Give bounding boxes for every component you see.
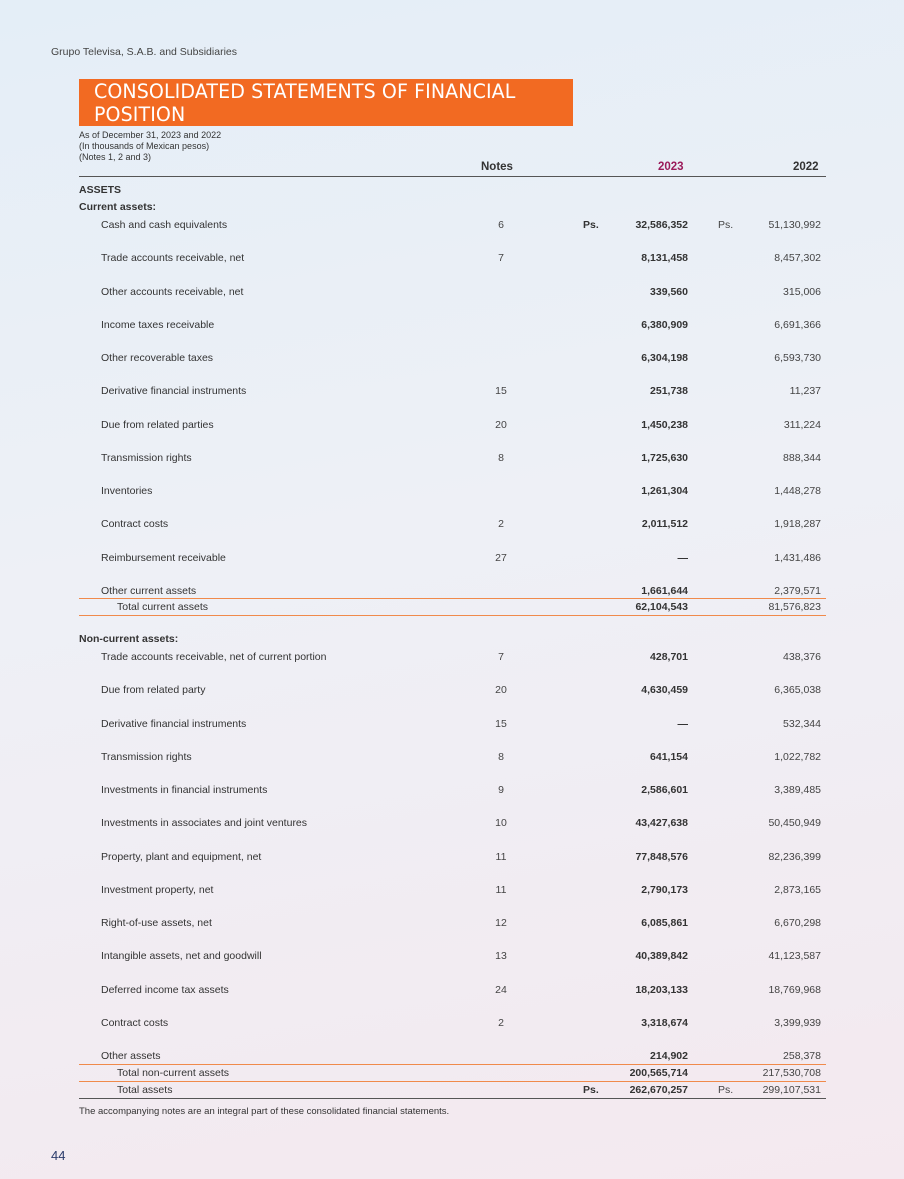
row-label: Other accounts receivable, net [101, 285, 244, 298]
value-2022: 315,006 [783, 285, 821, 298]
value-2022: 6,365,038 [774, 684, 821, 697]
value-2022: 3,399,939 [774, 1016, 821, 1029]
table-row [79, 750, 826, 764]
row-label: Contract costs [101, 1016, 169, 1029]
row-label: Right-of-use assets, net [101, 917, 212, 929]
value-2022: 1,022,782 [774, 750, 821, 763]
total-rule [79, 1098, 826, 1099]
row-note: 27 [495, 551, 507, 564]
value-2023: 1,725,630 [641, 451, 688, 464]
table-row [79, 318, 826, 332]
value-2023: 6,380,909 [641, 318, 688, 331]
value-2023: 641,154 [650, 750, 688, 763]
subtotal-rule-bottom [79, 615, 826, 616]
value-2022: 217,530,708 [762, 1067, 821, 1079]
value-2022: 258,378 [783, 1050, 821, 1062]
noncurrent-assets-heading: Non-current assets: [79, 633, 179, 645]
subtotal-rule [79, 598, 826, 599]
table-row [79, 1049, 826, 1063]
value-2022: 41,123,587 [768, 950, 821, 963]
row-label: Deferred income tax assets [101, 983, 229, 996]
table-row [79, 949, 826, 963]
value-2023: 1,450,238 [641, 418, 688, 431]
row-note: 6 [498, 219, 504, 231]
total-assets-row [79, 1083, 826, 1097]
row-label: Trade accounts receivable, net of current portion [101, 651, 327, 663]
table-row [79, 484, 826, 498]
value-2023: 214,902 [650, 1050, 688, 1062]
value-2022: 8,457,302 [774, 252, 821, 265]
current-assets-heading: Current assets: [79, 201, 157, 213]
value-2023: 428,701 [650, 651, 688, 663]
table-row [79, 451, 826, 465]
table-row [79, 251, 826, 265]
row-label: Other current assets [101, 584, 197, 597]
value-2023: 3,318,674 [641, 1016, 688, 1029]
row-label: Property, plant and equipment, net [101, 850, 262, 863]
row-label: Inventories [101, 485, 153, 497]
value-2023: 6,085,861 [641, 917, 688, 929]
table-row [79, 650, 826, 664]
value-2022: 3,389,485 [774, 784, 821, 796]
value-2023: 77,848,576 [635, 850, 688, 863]
value-2022: 1,431,486 [774, 551, 821, 564]
value-2023: 200,565,714 [629, 1067, 688, 1079]
row-note: 8 [498, 750, 504, 763]
value-2022: 438,376 [783, 651, 821, 663]
currency-symbol-2022: Ps. [718, 1084, 734, 1096]
table-row [79, 1016, 826, 1030]
currency-symbol-2023: Ps. [583, 1084, 599, 1096]
table-row [79, 683, 826, 697]
table-row [79, 916, 826, 930]
meta-currency: (In thousands of Mexican pesos) [79, 141, 210, 151]
row-label: Trade accounts receivable, net [101, 252, 245, 265]
value-2022: 532,344 [783, 717, 821, 730]
value-2022: 888,344 [783, 451, 821, 464]
value-2022: 81,576,823 [768, 601, 821, 613]
col-header-notes: Notes [481, 161, 513, 173]
value-2023: 62,104,543 [635, 601, 688, 613]
row-note: 24 [495, 983, 507, 996]
row-label: Contract costs [101, 518, 169, 531]
value-2022: 6,593,730 [774, 352, 821, 364]
value-2022: 2,379,571 [774, 584, 821, 597]
statement-title [79, 79, 573, 126]
col-header-2022: 2022 [793, 161, 819, 173]
page-number: 44 [51, 1148, 66, 1163]
table-row [79, 983, 826, 997]
value-2023: 8,131,458 [641, 252, 688, 265]
row-label: Other assets [101, 1050, 161, 1062]
row-label: Due from related party [101, 684, 206, 697]
total-current-assets-row [79, 600, 826, 614]
row-label: Investments in financial instruments [101, 784, 268, 796]
value-2023: 262,670,257 [629, 1084, 688, 1096]
statement-title-text: CONSOLIDATED STATEMENTS OF FINANCIAL POSITION [94, 79, 516, 126]
value-2022: 311,224 [783, 418, 821, 431]
table-row [79, 783, 826, 797]
assets-heading: ASSETS [79, 184, 122, 196]
row-label: Investment property, net [101, 883, 214, 896]
value-2022: 82,236,399 [768, 850, 821, 863]
table-row [79, 584, 826, 598]
table-row [79, 418, 826, 432]
value-2022: 6,691,366 [774, 318, 821, 331]
value-2023: 1,661,644 [641, 584, 688, 597]
value-2023: 1,261,304 [641, 485, 688, 497]
value-2022: 50,450,949 [768, 817, 821, 830]
row-note: 2 [498, 518, 504, 531]
row-label: Transmission rights [101, 451, 192, 464]
value-2022: 299,107,531 [762, 1084, 821, 1096]
table-row [79, 218, 826, 232]
row-label: Derivative financial instruments [101, 717, 247, 730]
row-note: 9 [498, 784, 504, 796]
row-label: Reimbursement receivable [101, 551, 226, 564]
row-label: Transmission rights [101, 750, 192, 763]
value-2023: 251,738 [650, 385, 688, 398]
value-2023: 4,630,459 [641, 684, 688, 697]
row-label: Derivative financial instruments [101, 385, 247, 398]
row-label: Cash and cash equivalents [101, 219, 228, 231]
table-row [79, 850, 826, 864]
row-note: 7 [498, 651, 504, 663]
total-label: Total assets [117, 1084, 173, 1096]
row-label: Other recoverable taxes [101, 352, 214, 364]
table-row [79, 384, 826, 398]
meta-notes: (Notes 1, 2 and 3) [79, 152, 152, 162]
row-note: 20 [495, 418, 507, 431]
total-label: Total current assets [117, 601, 209, 613]
row-note: 15 [495, 717, 507, 730]
row-note: 7 [498, 252, 504, 265]
total-label: Total non-current assets [117, 1067, 230, 1079]
row-label: Income taxes receivable [101, 318, 215, 331]
row-note: 8 [498, 451, 504, 464]
meta-date: As of December 31, 2023 and 2022 [79, 130, 222, 140]
row-label: Intangible assets, net and goodwill [101, 950, 262, 963]
company-name: Grupo Televisa, S.A.B. and Subsidiaries [51, 46, 237, 58]
col-header-2023: 2023 [658, 161, 684, 173]
table-row [79, 717, 826, 731]
value-2023: 32,586,352 [635, 219, 688, 231]
subtotal-rule [79, 1064, 826, 1065]
currency-symbol-2022: Ps. [718, 219, 734, 231]
row-note: 12 [495, 917, 507, 929]
value-2023: 43,427,638 [635, 817, 688, 830]
value-2023: — [677, 551, 688, 564]
table-row [79, 883, 826, 897]
value-2023: 40,389,842 [635, 950, 688, 963]
value-2023: 339,560 [650, 285, 688, 298]
currency-symbol-2023: Ps. [583, 219, 599, 231]
value-2022: 6,670,298 [774, 917, 821, 929]
row-note: 10 [495, 817, 507, 830]
row-note: 11 [495, 883, 507, 896]
value-2023: 6,304,198 [641, 352, 688, 364]
statement-meta [79, 130, 221, 163]
row-note: 15 [495, 385, 507, 398]
value-2023: — [677, 717, 688, 730]
row-note: 13 [495, 950, 507, 963]
table-row [79, 285, 826, 299]
value-2023: 18,203,133 [635, 983, 688, 996]
value-2022: 2,873,165 [774, 883, 821, 896]
row-note: 11 [495, 850, 507, 863]
subtotal-rule-bottom [79, 1081, 826, 1082]
value-2022: 1,448,278 [774, 485, 821, 497]
value-2022: 1,918,287 [774, 518, 821, 531]
value-2022: 51,130,992 [768, 219, 821, 231]
value-2022: 11,237 [789, 385, 821, 398]
row-note: 20 [495, 684, 507, 697]
table-row [79, 551, 826, 565]
footnote: The accompanying notes are an integral part of these consolidated financial statements. [79, 1106, 450, 1117]
value-2023: 2,790,173 [641, 883, 688, 896]
table-row [79, 816, 826, 830]
total-noncurrent-assets-row [79, 1066, 826, 1080]
row-note: 2 [498, 1016, 504, 1029]
row-label: Investments in associates and joint ventures [101, 817, 308, 830]
value-2022: 18,769,968 [768, 983, 821, 996]
value-2023: 2,586,601 [641, 784, 688, 796]
row-label: Due from related parties [101, 418, 214, 431]
table-row [79, 517, 826, 531]
header-rule [79, 176, 826, 177]
table-row [79, 351, 826, 365]
value-2023: 2,011,512 [641, 518, 688, 531]
